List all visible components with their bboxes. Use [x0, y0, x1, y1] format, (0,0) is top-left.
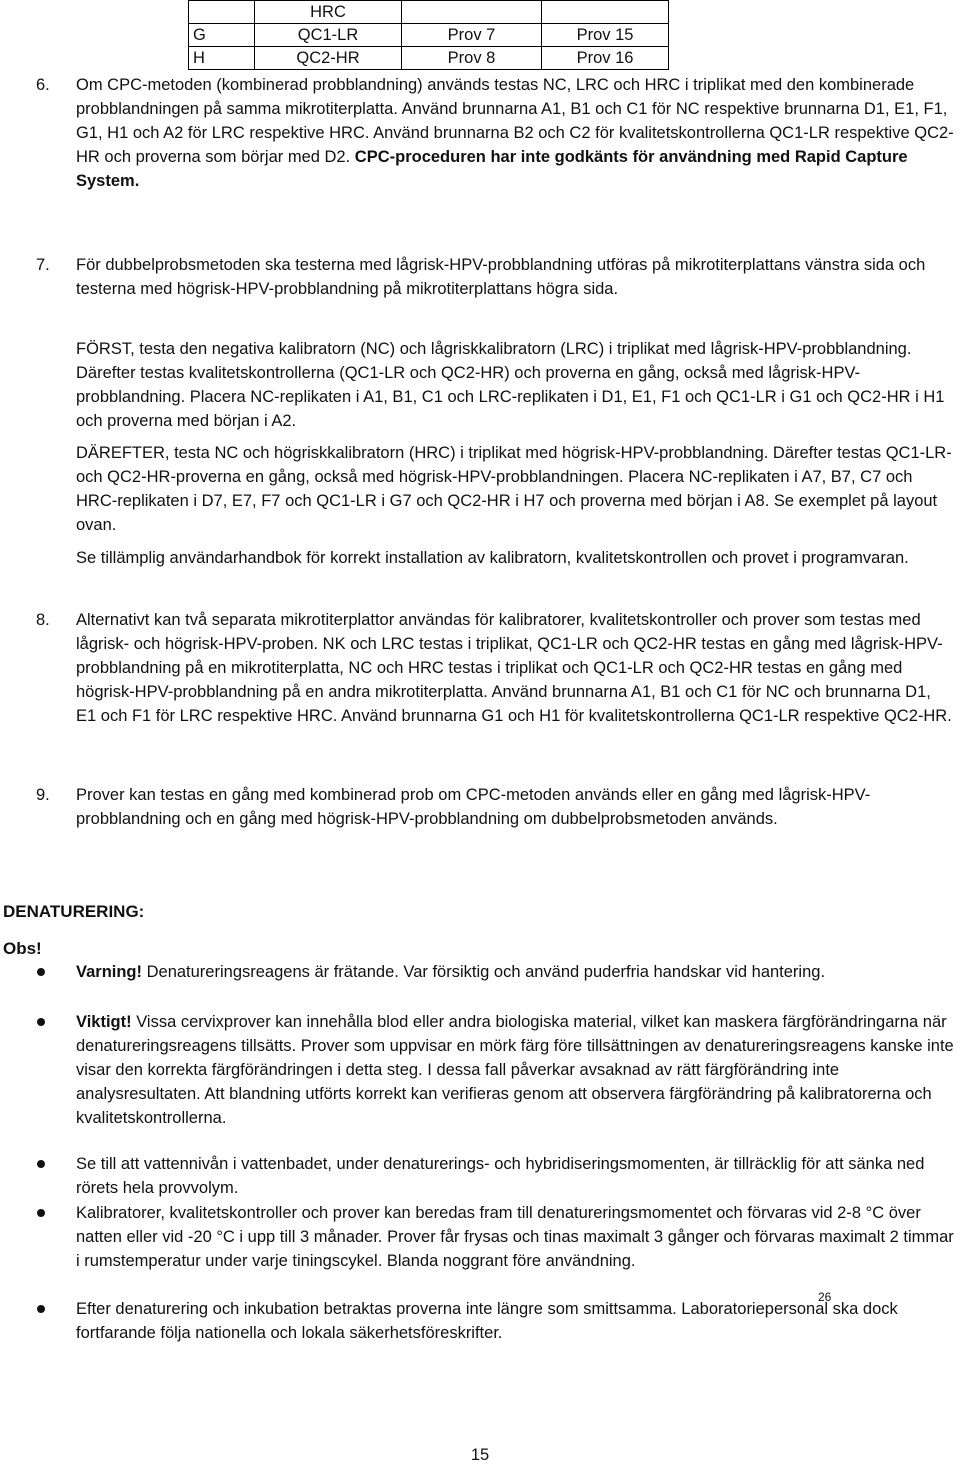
item-6-bold-note: CPC-proceduren har inte godkänts för användning med Rapid Capture System. — [76, 148, 908, 190]
bullet-item-safety: Efter denaturering och inkubation betraktas proverna inte längre som smittsamma. Laboratoriepersonal ska dock fortfarande följa nationella och lokala säkerhetsföreskrifter. — [76, 1300, 898, 1342]
item-9-text: Prover kan testas en gång med kombinerad prob om CPC-metoden används eller en gång med lågrisk-HPV-probblandning och en gång med högrisk-HPV-probblandning om dubbelprobsmetoden används. — [76, 786, 871, 828]
footnote-marker: 26 — [818, 1290, 832, 1304]
item-6-text — [76, 73, 954, 193]
table-row — [189, 1, 669, 24]
item-number-6: 6. — [36, 76, 50, 94]
page-number: 15 — [470, 1446, 490, 1464]
item-7-paragraph-3: DÄREFTER, testa NC och högriskkalibratorn (HRC) i triplikat med högrisk-HPV-probblandning. Därefter testas QC1-LR- och QC2-HR-proverna en gång, också med högrisk-HPV-probblandningen. Placera NC-replikaten i A7, B7, C7 och HRC-replikaten i D7, E7, F7 och QC1-LR i G7 och QC2-HR i H7 och proverna med början i A8. Se exemplet på layout ovan. — [76, 444, 952, 534]
table-cell: QC1-LR — [255, 24, 402, 47]
table-row — [189, 24, 669, 47]
obs-label: Obs! — [3, 939, 42, 958]
bullet-item-warning: Varning! Denatureringsreagens är frätande. Var försiktig och använd puderfria handskar vid hantering. — [76, 963, 826, 981]
table-cell: Prov 7 — [402, 24, 542, 47]
item-7-paragraph-2: FÖRST, testa den negativa kalibratorn (NC) och lågriskkalibratorn (LRC) i triplikat med lågrisk-HPV-probblandning. Därefter testas kvalitetskontrollerna (QC1-LR och QC2-HR) och proverna en gång, också med lågrisk-HPV-probblandning. Placera NC-replikaten i A1, B1, C1 och LRC-replikaten i D1, E1, F1 och QC1-LR i G1 och QC2-HR i H1 och proverna med början i A2. — [76, 340, 945, 430]
table-cell: H — [189, 47, 255, 70]
bullet-icon — [37, 1160, 45, 1168]
table-cell: Prov 16 — [542, 47, 669, 70]
layout-table — [188, 0, 669, 70]
table-cell: Prov 15 — [542, 24, 669, 47]
table-header-cell: HRC — [255, 1, 402, 24]
bullet-icon — [37, 1018, 45, 1026]
bullet-icon — [37, 968, 45, 976]
bullet-item-important: Viktigt! Vissa cervixprover kan innehålla blod eller andra biologiska material, vilket kan maskera färgförändringarna när denatureringsreagens tillsätts. Prover som uppvisar en mörk färg före tillsättningen av denatureringsreagens kanske inte visar den korrekta färgförändringen i detta steg. I dessa fall påverkar avsaknad av rätt färgförändring inte analysresultaten. Att blandning utförts korrekt kan verifieras genom att observera färgförändring på kalibratorerna och kvalitetskontrollerna. — [76, 1013, 954, 1127]
table-row — [189, 47, 669, 70]
table-cell: QC2-HR — [255, 47, 402, 70]
bullet-icon — [37, 1305, 45, 1313]
item-7-paragraph-4: Se tillämplig användarhandbok för korrekt installation av kalibratorn, kvalitetskontrollen och provet i programvaran. — [76, 549, 909, 567]
section-heading: DENATURERING: — [3, 902, 145, 921]
item-number-9: 9. — [36, 786, 50, 804]
item-7-paragraph-1: För dubbelprobsmetoden ska testerna med lågrisk-HPV-probblandning utföras på mikrotiterplattans vänstra sida och testerna med högrisk-HPV-probblandning på mikrotiterplattans högra sida. — [76, 256, 926, 298]
warning-label: Varning! — [76, 963, 143, 981]
table-cell: G — [189, 24, 255, 47]
item-8-text: Alternativt kan två separata mikrotiterplattor användas för kalibratorer, kvalitetskontroller och prover som testas med lågrisk- och högrisk-HPV-proben. NK och LRC testas i triplikat, QC1-LR och QC2-HR testas en gång med lågrisk-HPV-probblandning på en mikrotiterplatta, NC och HRC testas i triplikat och QC1-LR och QC2-HR testas en gång med högrisk-HPV-probblandning på en andra mikrotiterplatta. Använd brunnarna A1, B1 och C1 för NC och brunnarna D1, E1 och F1 för LRC respektive HRC. Använd brunnarna G1 och H1 för kvalitetskontrollerna QC1-LR respektive QC2-HR. — [76, 611, 952, 725]
item-number-8: 8. — [36, 611, 50, 629]
table-cell: Prov 8 — [402, 47, 542, 70]
bullet-item-water-level: Se till att vattennivån i vattenbadet, under denaturerings- och hybridiseringsmomenten, är tillräcklig för att sänka ned rörets hela provvolym. — [76, 1155, 925, 1197]
bullet-icon — [37, 1209, 45, 1217]
important-label: Viktigt! — [76, 1013, 132, 1031]
item-number-7: 7. — [36, 256, 50, 274]
bullet-item-storage: Kalibratorer, kvalitetskontroller och prover kan beredas fram till denatureringsmomentet och förvaras vid 2-8 °C över natten eller vid -20 °C i upp till 3 månader. Prover får frysas och tinas maximalt 3 gånger och förvaras maximalt 2 timmar i rumstemperatur under varje tiningscykel. Blanda noggrant före användning. — [76, 1204, 954, 1270]
item-6-body: Om CPC-metoden (kombinerad probblandning) används testas NC, LRC och HRC i triplikat med den kombinerade probblandningen på samma mikrotiterplatta. Använd brunnarna A1, B1 och C1 för NC respektive brunnarna D1, E1, F1, G1, H1 och A2 för LRC respektive HRC. Använd brunnarna B2 och C2 för kvalitetskontrollerna QC1-LR respektive QC2-HR och proverna som börjar med D2. — [76, 76, 954, 166]
